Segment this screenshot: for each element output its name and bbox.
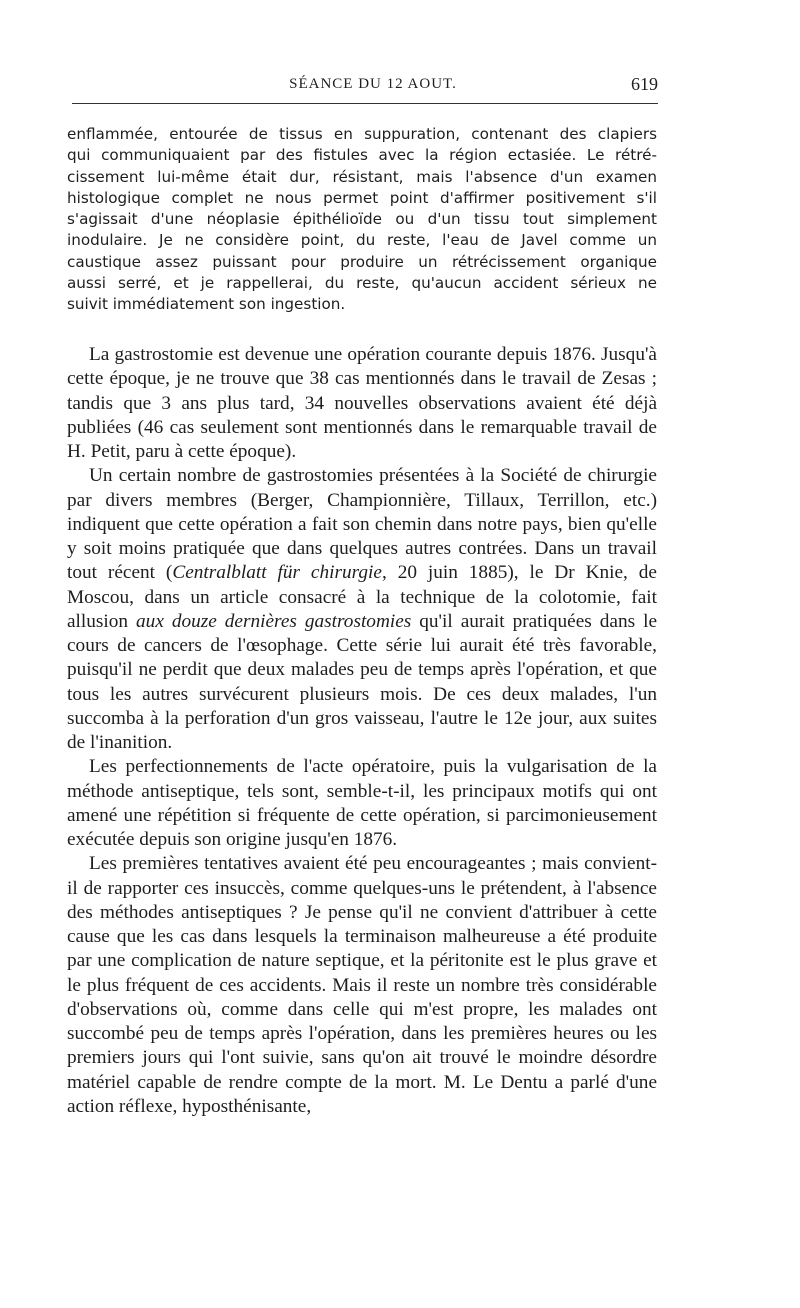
small-line: aussi serré, et je rappellerai, du reste, qu'aucun accident sérieux ne	[67, 274, 657, 293]
p2-part3: qu'il aurait pratiquées dans le cours de cancers de l'œsophage. Cette série lui aurait été très favorable, puisqu'il ne perdit que deux malades peu de temps après l'opération, et que tous les autres survécurent plusieurs mois. De ces deux malades, l'un succomba à la perforation d'un gros vaisseau, l'autre le 12e jour, aux suites de l'inanition.	[67, 610, 657, 753]
emphasis-gastrostomies: aux douze dernières gastrostomies	[136, 610, 412, 632]
page-number: 619	[631, 74, 658, 94]
running-header	[88, 76, 658, 104]
header-rule	[72, 103, 658, 104]
small-line: qui communiquaient par des fistules avec la région ectasiée. Le rétré-	[67, 146, 657, 165]
small-line: caustique assez puissant pour produire un rétrécissement organique	[67, 252, 657, 271]
paragraph-perfectionnements: Les perfectionnements de l'acte opératoire, puis la vulgarisation de la méthode antiseptique, tels sont, semble-t-il, les principaux motifs qui ont amené une répétition si fréquente de cette opération, si parcimonieusement exécutée depuis son origine jusqu'en 1876.	[67, 756, 657, 850]
paragraph-gastrostomies-societe	[67, 464, 657, 755]
main-text	[67, 343, 657, 1119]
small-line: histologique complet ne nous permet point d'affirmer positivement s'il	[67, 188, 657, 207]
paragraph-gastrostomie: La gastrostomie est devenue une opération courante depuis 1876. Jusqu'à cette époque, je ne trouve que 38 cas mentionnés dans le travail de Zesas ; tandis que 3 ans plus tard, 34 nouvelles observations avaient été déjà publiées (46 cas seulement sont mentionnés dans le remarquable travail de H. Petit, paru à cette époque).	[67, 344, 657, 462]
p2-part2: , 20 juin 1885), le Dr Knie, de Moscou, dans un article consacré à la technique de la colotomie, fait allusion	[67, 562, 657, 632]
paragraph-premieres-tentatives: Les premières tentatives avaient été peu encourageantes ; mais convient-il de rapporter ces insuccès, comme quelques-uns le prétendent, à l'absence des méthodes antiseptiques ? Je pense qu'il ne convient d'attribuer à cette cause que les cas dans lesquels la terminaison malheureuse a été produite par une complication de nature septique, et la péritonite est le plus grave et le plus fréquent de ces accidents. Mais il reste un nombre très considérable d'observations où, comme dans celle qui m'est propre, les malades ont succombé peu de temps après l'opération, dans les premières heures ou les premiers jours qui l'ont suivie, sans qu'on ait trouvé le moindre désordre matériel capable de rendre compte de la mort. M. Le Dentu a parlé d'une action réflexe, hyposthénisante,	[67, 853, 657, 1117]
small-print-paragraph	[67, 124, 657, 316]
small-line: enflammée, entourée de tissus en suppuration, contenant des clapiers	[67, 125, 657, 143]
small-line: cissement lui-même était dur, résistant, mais l'absence d'un examen	[67, 167, 657, 186]
p2-part1: Un certain nombre de gastrostomies présentées à la Société de chirurgie par divers membres (Berger, Championnière, Tillaux, Terrillon, etc.) indiquent que cette opération a fait son chemin dans notre pays, bien qu'elle y soit moins pratiquée que dans quelques autres contrées. Dans un travail tout récent (	[67, 465, 657, 584]
journal-title: Centralblatt für chirurgie	[172, 562, 382, 584]
small-line: s'agissait d'une néoplasie épithélioïde ou d'un tissu tout simplement	[67, 210, 657, 229]
small-line: inodulaire. Je ne considère point, du reste, l'eau de Javel comme un	[67, 231, 657, 250]
header-title: SÉANCE DU 12 AOUT.	[289, 76, 457, 92]
small-line: suivit immédiatement son ingestion.	[67, 295, 346, 314]
